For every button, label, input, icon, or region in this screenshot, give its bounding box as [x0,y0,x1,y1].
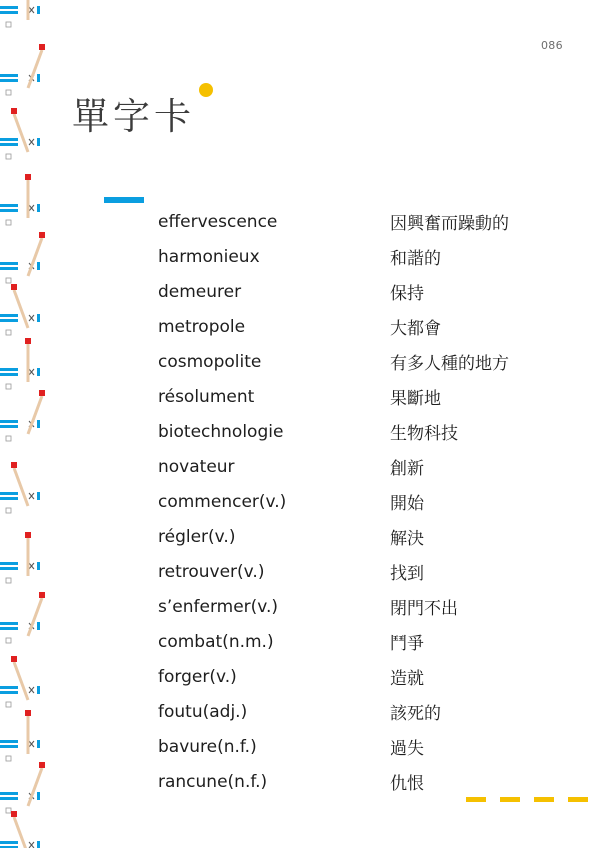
vocabulary-row [158,379,578,414]
vocabulary-row [158,414,578,449]
chinese-meaning: 創新 [390,459,424,479]
vocabulary-row [158,694,578,729]
french-word: régler(v.) [158,526,236,547]
vocabulary-row [158,484,578,519]
chinese-meaning: 仇恨 [390,774,424,794]
french-word: biotechnologie [158,421,284,442]
vocabulary-row [158,729,578,764]
vocabulary-row [158,624,578,659]
binding-mark [0,592,45,643]
vocabulary-row [158,204,578,239]
chinese-meaning: 果斷地 [390,389,441,409]
vocabulary-row [158,309,578,344]
binding-mark [0,108,40,159]
page-title: 單字卡 [72,94,195,138]
french-word: cosmopolite [158,351,262,372]
binding-mark [0,710,40,761]
french-word: commencer(v.) [158,491,287,512]
chinese-meaning: 鬥爭 [390,634,424,654]
binding-marks [0,0,60,848]
vocabulary-row [158,589,578,624]
french-word: demeurer [158,281,242,302]
chinese-meaning: 有多人種的地方 [390,354,509,374]
vocabulary-row [158,344,578,379]
chinese-meaning: 開始 [390,494,424,514]
chinese-meaning: 和諧的 [390,249,441,269]
binding-mark [0,532,40,583]
vocabulary-row [158,274,578,309]
vocabulary-row [158,554,578,589]
binding-mark [0,338,40,389]
chinese-meaning: 因興奮而躁動的 [390,214,509,234]
french-word: rancune(n.f.) [158,771,268,792]
french-word: effervescence [158,211,278,232]
chinese-meaning: 保持 [390,284,424,304]
binding-mark [0,762,45,813]
binding-mark [0,174,40,225]
chinese-meaning: 造就 [390,669,424,689]
accent-bar [104,197,144,203]
french-word: combat(n.m.) [158,631,274,652]
binding-mark [0,656,40,707]
binding-mark [0,232,45,283]
binding-mark [0,811,40,848]
vocabulary-row [158,764,578,799]
chinese-meaning: 過失 [390,739,424,759]
chinese-meaning: 生物科技 [390,424,458,444]
binding-decoration [0,0,60,848]
title-dot [199,83,213,97]
vocabulary-row [158,239,578,274]
french-word: novateur [158,456,235,477]
binding-mark [0,390,45,441]
vocabulary-list [158,204,578,799]
chinese-meaning: 閉門不出 [390,599,458,619]
french-word: retrouver(v.) [158,561,265,582]
french-word: s’enfermer(v.) [158,596,279,617]
chinese-meaning: 找到 [390,564,424,584]
chinese-meaning: 大都會 [390,319,441,339]
vocabulary-row [158,519,578,554]
french-word: bavure(n.f.) [158,736,257,757]
french-word: forger(v.) [158,666,237,687]
vocabulary-row [158,449,578,484]
binding-mark [0,462,40,513]
binding-mark [0,0,40,27]
binding-mark [0,44,45,95]
chinese-meaning: 該死的 [390,704,441,724]
binding-mark [0,284,40,335]
french-word: metropole [158,316,246,337]
french-word: harmonieux [158,246,260,267]
page-number: 086 [541,39,563,52]
chinese-meaning: 解決 [390,529,424,549]
dashed-divider [466,797,600,802]
french-word: foutu(adj.) [158,701,248,722]
french-word: résolument [158,386,255,407]
vocabulary-row [158,659,578,694]
